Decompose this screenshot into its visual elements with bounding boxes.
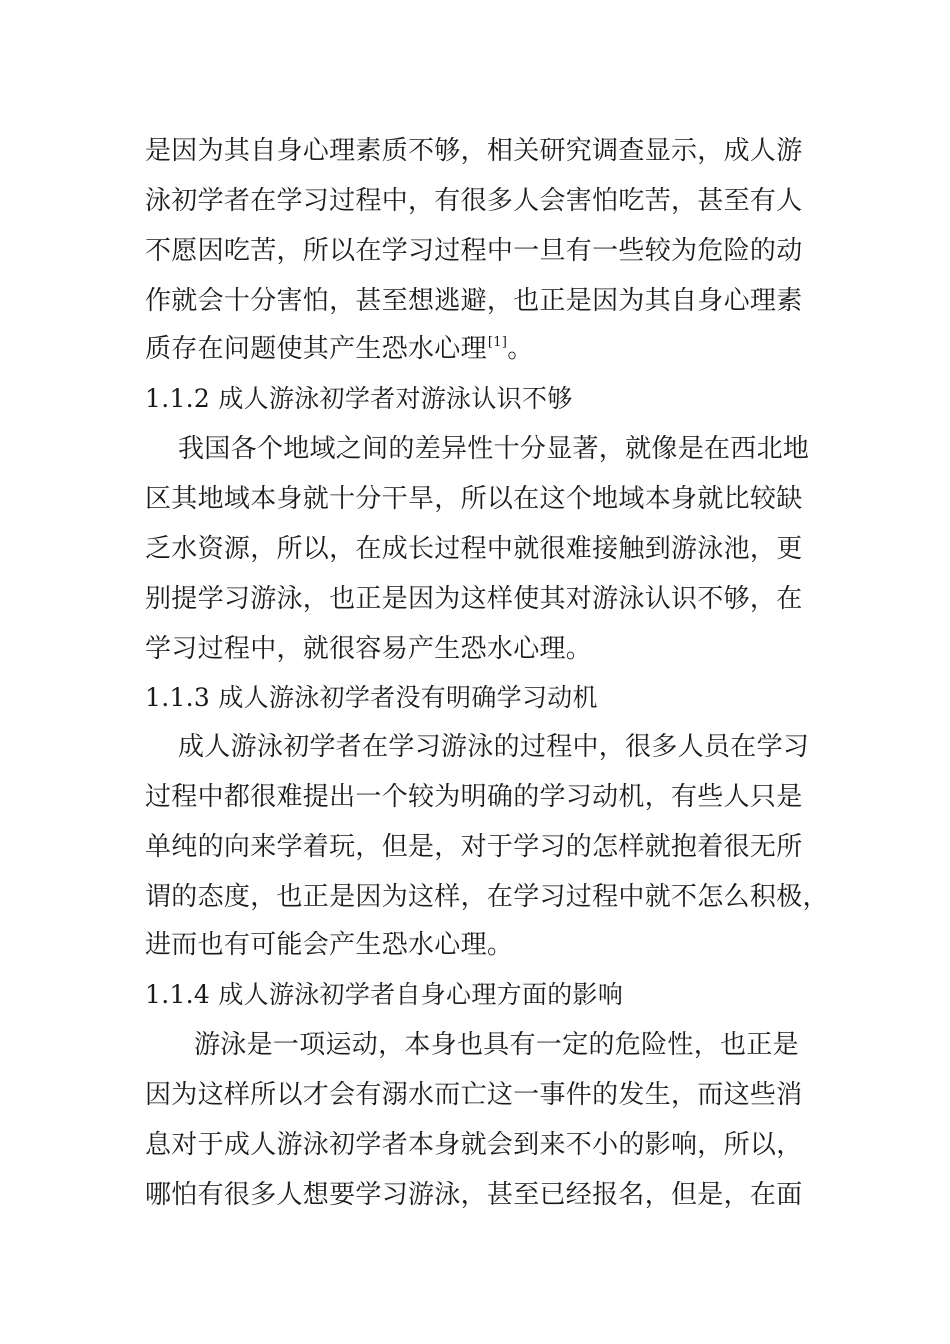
paragraph-line — [145, 324, 534, 374]
section-heading: 1.1.3 成人游泳初学者没有明确学习动机 — [145, 683, 598, 712]
paragraph-text: 质存在问题使其产生恐水心理 — [145, 334, 487, 364]
paragraph-punctuation: 。 — [507, 334, 534, 364]
paragraph-line: 泳初学者在学习过程中，有很多人会害怕吃苦，甚至有人 — [145, 186, 803, 216]
paragraph-line: 作就会十分害怕，甚至想逃避，也正是因为其自身心理素 — [145, 286, 803, 316]
paragraph-line: 哪怕有很多人想要学习游泳，甚至已经报名，但是，在面 — [145, 1180, 803, 1210]
paragraph-line: 单纯的向来学着玩，但是，对于学习的怎样就抱着很无所 — [145, 832, 803, 862]
paragraph-line: 息对于成人游泳初学者本身就会到来不小的影响，所以， — [145, 1130, 803, 1160]
paragraph-line: 游泳是一项运动，本身也具有一定的危险性，也正是 — [194, 1030, 799, 1060]
paragraph-line: 过程中都很难提出一个较为明确的学习动机，有些人只是 — [145, 782, 803, 812]
paragraph-line: 进而也有可能会产生恐水心理。 — [145, 930, 514, 960]
section-heading: 1.1.2 成人游泳初学者对游泳认识不够 — [145, 384, 573, 413]
paragraph-line: 是因为其自身心理素质不够，相关研究调查显示，成人游 — [145, 136, 803, 166]
citation-marker: [1] — [487, 335, 508, 350]
paragraph-line: 谓的态度，也正是因为这样，在学习过程中就不怎么积极， — [145, 882, 829, 912]
paragraph-line: 乏水资源，所以，在成长过程中就很难接触到游泳池，更 — [145, 534, 803, 564]
paragraph-line: 我国各个地域之间的差异性十分显著，就像是在西北地 — [178, 434, 810, 464]
paragraph-line: 不愿因吃苦，所以在学习过程中一旦有一些较为危险的动 — [145, 236, 803, 266]
paragraph-line: 因为这样所以才会有溺水而亡这一事件的发生，而这些消 — [145, 1080, 803, 1110]
paragraph-line: 成人游泳初学者在学习游泳的过程中，很多人员在学习 — [178, 732, 810, 762]
paragraph-line: 区其地域本身就十分干旱，所以在这个地域本身就比较缺 — [145, 484, 803, 514]
paragraph-line: 学习过程中，就很容易产生恐水心理。 — [145, 634, 593, 664]
section-heading: 1.1.4 成人游泳初学者自身心理方面的影响 — [145, 980, 624, 1009]
paragraph-line: 别提学习游泳，也正是因为这样使其对游泳认识不够，在 — [145, 584, 803, 614]
